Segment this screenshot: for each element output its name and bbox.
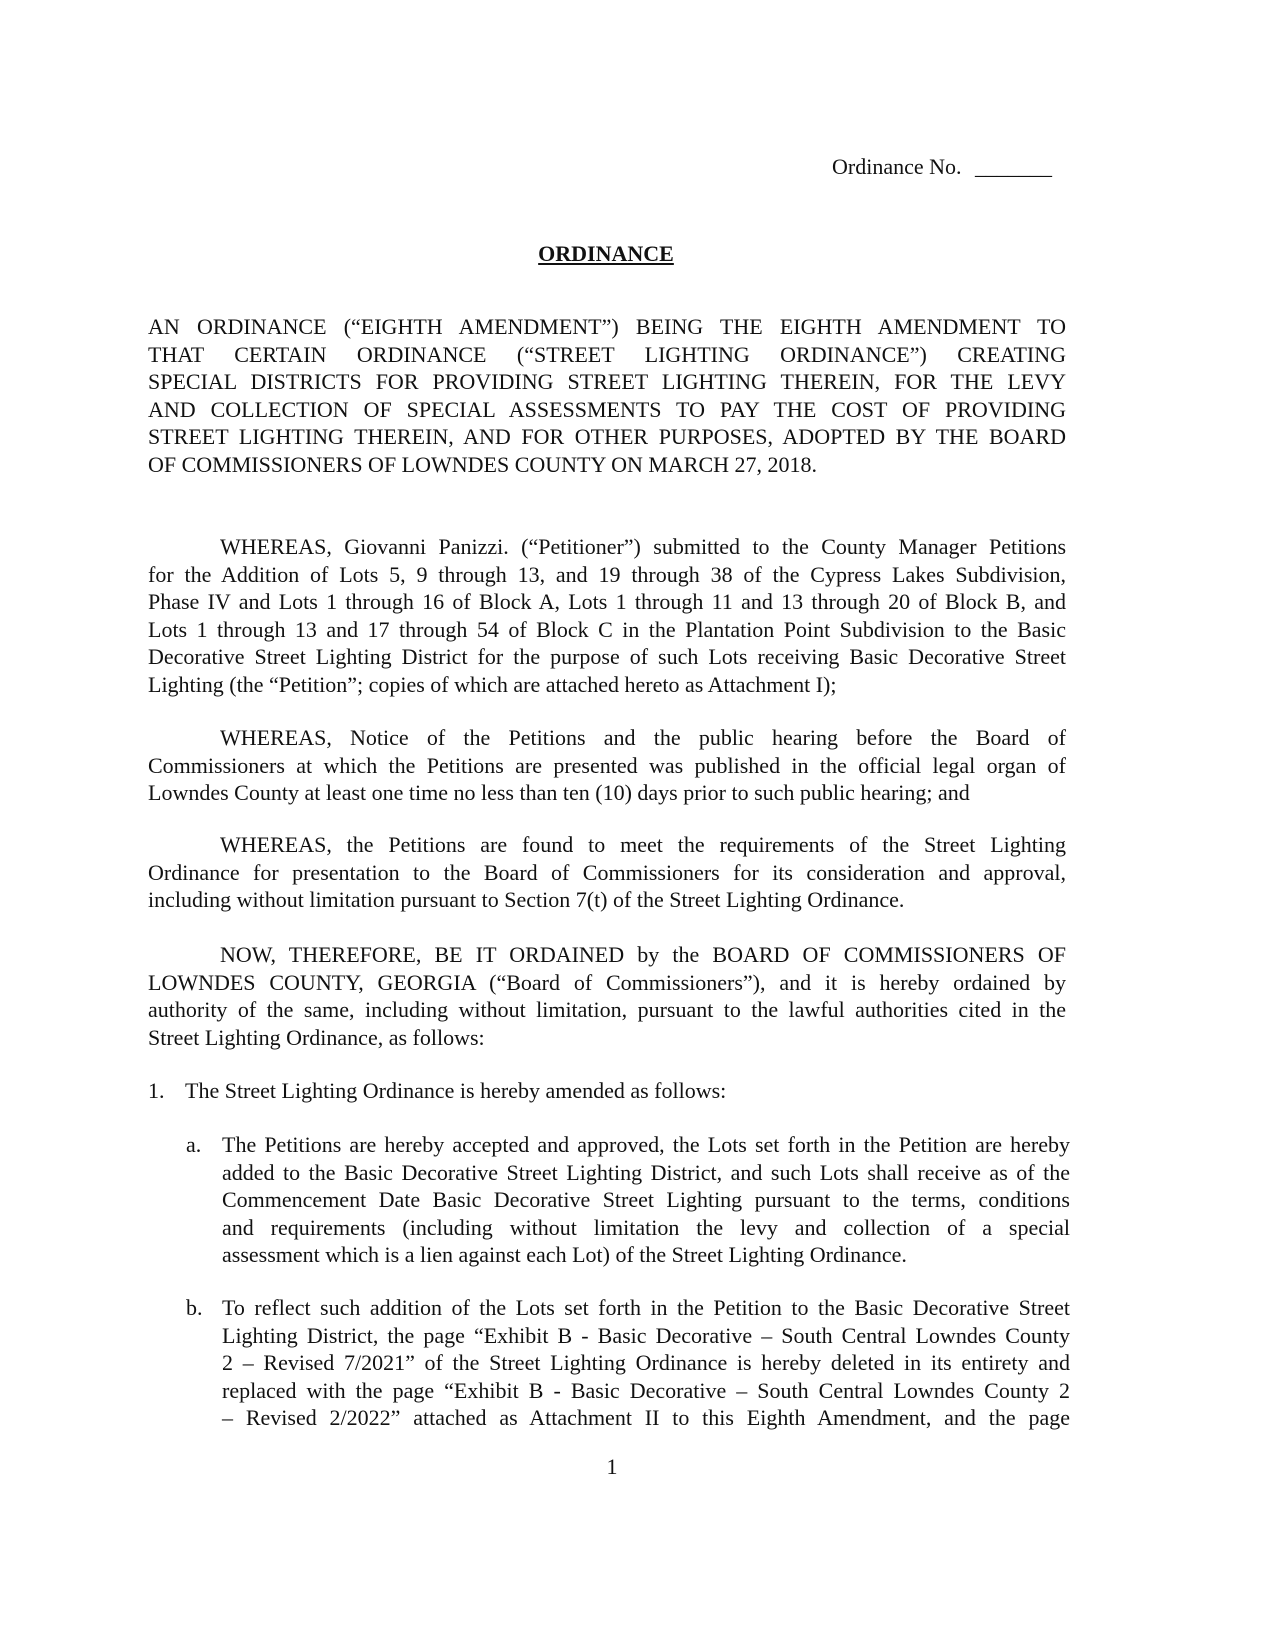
- text-line: STREET LIGHTING THEREIN, AND FOR OTHER PURPOSES, ADOPTED BY THE BOARD: [148, 424, 1066, 450]
- item-b-marker: b.: [186, 1295, 203, 1320]
- text-line: AND COLLECTION OF SPECIAL ASSESSMENTS TO PAY THE COST OF PROVIDING: [148, 396, 1066, 422]
- item-b-text: [222, 1294, 1070, 1432]
- page-number: 1: [606, 1454, 618, 1479]
- text-line: for the Addition of Lots 5, 9 through 13, and 19 through 38 of the Cypress Lakes Subdivision,: [148, 561, 1066, 587]
- text-line: NOW, THEREFORE, BE IT ORDAINED by the BOARD OF COMMISSIONERS OF: [220, 942, 1066, 967]
- text-line: replaced with the page “Exhibit B - Basic Decorative – South Central Lowndes County 2: [222, 1377, 1070, 1403]
- text-line: The Petitions are hereby accepted and approved, the Lots set forth in the Petition are hereby: [222, 1132, 1070, 1157]
- text-line: To reflect such addition of the Lots set forth in the Petition to the Basic Decorative Street: [222, 1295, 1070, 1320]
- text-line: THAT CERTAIN ORDINANCE (“STREET LIGHTING ORDINANCE”) CREATING: [148, 341, 1066, 367]
- text-line: and requirements (including without limitation the levy and collection of a special: [222, 1214, 1070, 1240]
- ordinance-number-line: [832, 153, 1052, 181]
- whereas-paragraph-2: [148, 724, 1066, 807]
- text-line: OF COMMISSIONERS OF LOWNDES COUNTY ON MARCH 27, 2018.: [148, 451, 818, 477]
- text-line: authority of the same, including without limitation, pursuant to the lawful authorities cited in the: [148, 997, 1066, 1023]
- text-line: LOWNDES COUNTY, GEORGIA (“Board of Commissioners”), and it is hereby ordained by: [148, 969, 1066, 995]
- text-line: Lighting District, the page “Exhibit B - Basic Decorative – South Central Lowndes County: [222, 1322, 1070, 1348]
- item-1-marker: 1.: [148, 1078, 165, 1103]
- item-1: [148, 1077, 727, 1105]
- text-line: Phase IV and Lots 1 through 16 of Block A, Lots 1 through 11 and 13 through 20 of Block B, and: [148, 589, 1066, 615]
- text-line: WHEREAS, Giovanni Panizzi. (“Petitioner”) submitted to the County Manager Petitions: [220, 534, 1066, 559]
- text-line: added to the Basic Decorative Street Lighting District, and such Lots shall receive as of the: [222, 1159, 1070, 1185]
- whereas-paragraph-1: [148, 533, 1066, 699]
- text-line: WHEREAS, the Petitions are found to meet the requirements of the Street Lighting: [220, 832, 1066, 857]
- text-line: AN ORDINANCE (“EIGHTH AMENDMENT”) BEING THE EIGHTH AMENDMENT TO: [148, 314, 1066, 339]
- whereas-paragraph-3: [148, 831, 1066, 914]
- text-line: 2 – Revised 7/2021” of the Street Lighting Ordinance is hereby deleted in its entirety and: [222, 1350, 1070, 1376]
- text-line: – Revised 2/2022” attached as Attachment II to this Eighth Amendment, and the page: [222, 1405, 1070, 1431]
- text-line: WHEREAS, Notice of the Petitions and the public hearing before the Board of: [220, 725, 1066, 750]
- document-title: ORDINANCE: [538, 241, 674, 266]
- item-a-text: [222, 1131, 1070, 1269]
- caption: [148, 313, 1066, 479]
- text-line: Ordinance for presentation to the Board of Commissioners for its consideration and approval,: [148, 859, 1066, 885]
- text-line: Lighting (the “Petition”; copies of which are attached hereto as Attachment I);: [148, 671, 837, 697]
- text-line: Commissioners at which the Petitions are presented was published in the official legal organ of: [148, 752, 1066, 778]
- text-line: Lowndes County at least one time no less than ten (10) days prior to such public hearing; and: [148, 780, 970, 806]
- text-line: Commencement Date Basic Decorative Street Lighting pursuant to the terms, conditions: [222, 1187, 1070, 1213]
- text-line: Lots 1 through 13 and 17 through 54 of Block C in the Plantation Point Subdivision to the Basic: [148, 616, 1066, 642]
- ordinance-no-blank: _______: [975, 154, 1053, 179]
- item-a-marker: a.: [186, 1132, 202, 1157]
- now-therefore-paragraph: [148, 941, 1066, 1051]
- item-1-text: The Street Lighting Ordinance is hereby amended as follows:: [185, 1078, 727, 1103]
- text-line: Street Lighting Ordinance, as follows:: [148, 1024, 485, 1050]
- ordinance-no-label: Ordinance No.: [832, 154, 962, 179]
- text-line: including without limitation pursuant to Section 7(t) of the Street Lighting Ordinance.: [148, 887, 905, 913]
- text-line: SPECIAL DISTRICTS FOR PROVIDING STREET LIGHTING THEREIN, FOR THE LEVY: [148, 369, 1066, 395]
- text-line: assessment which is a lien against each Lot) of the Street Lighting Ordinance.: [222, 1242, 907, 1268]
- text-line: Decorative Street Lighting District for the purpose of such Lots receiving Basic Decorative Street: [148, 644, 1066, 670]
